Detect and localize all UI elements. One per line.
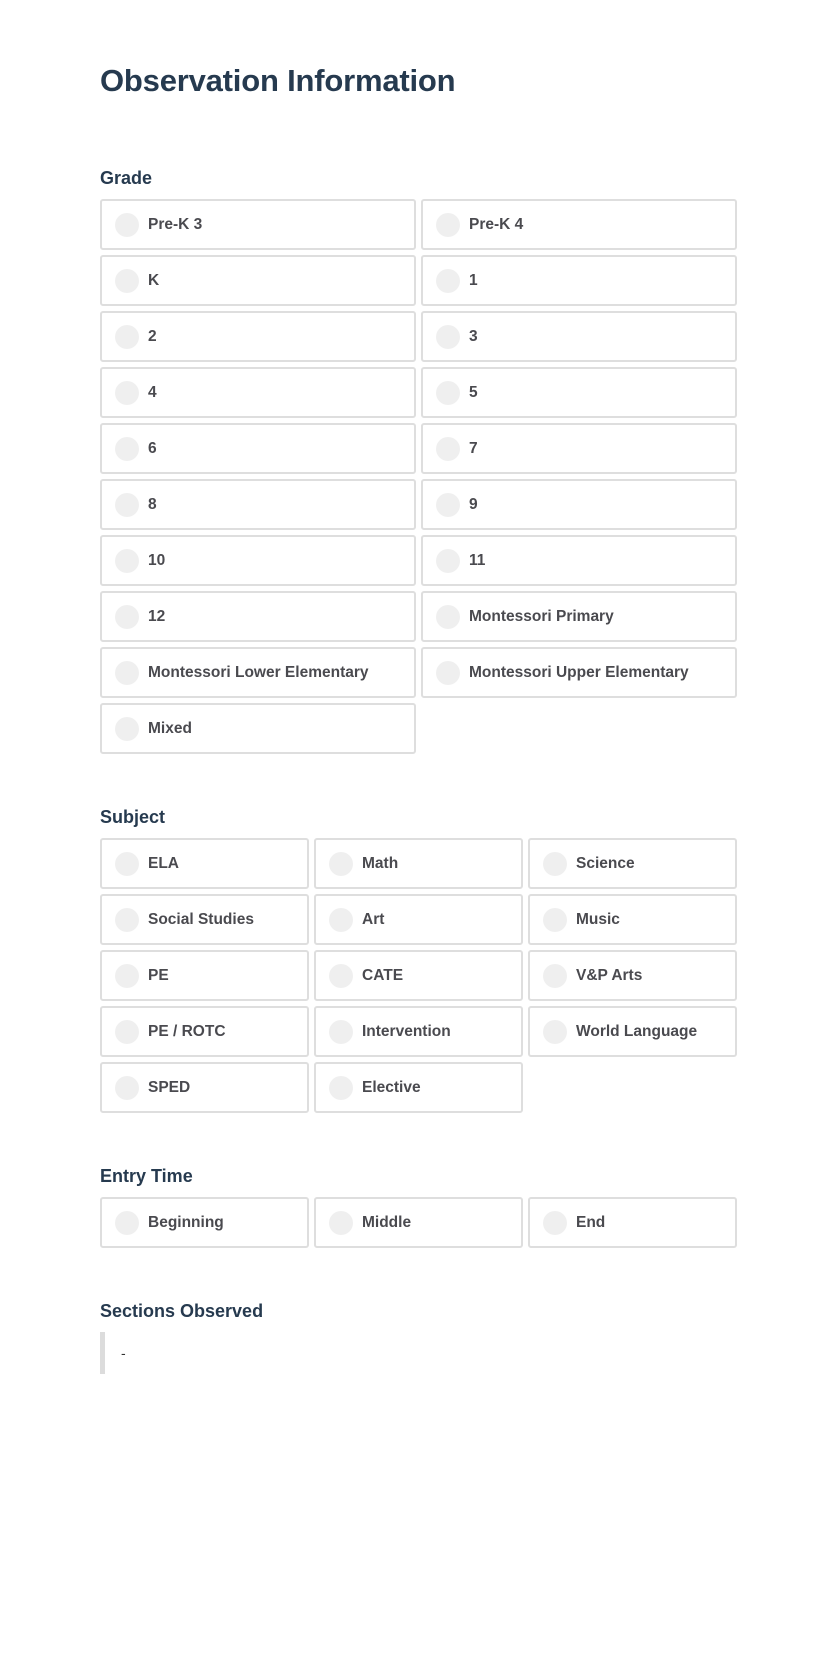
radio-circle-icon[interactable]	[543, 1020, 567, 1044]
option-label: Middle	[362, 1213, 412, 1231]
option-label: Music	[576, 910, 620, 928]
grade-option-12[interactable]	[100, 591, 416, 642]
option-label: Pre-K 3	[148, 215, 203, 233]
option-label: World Language	[576, 1022, 698, 1040]
subject-option-art[interactable]	[314, 894, 523, 945]
entry-time-section	[100, 1165, 737, 1248]
radio-circle-icon[interactable]	[115, 852, 139, 876]
subject-option-elective[interactable]	[314, 1062, 523, 1113]
grade-option-8[interactable]	[100, 479, 416, 530]
subject-option-ela[interactable]	[100, 838, 309, 889]
option-label: PE	[148, 966, 169, 984]
radio-circle-icon[interactable]	[436, 381, 460, 405]
subject-option-math[interactable]	[314, 838, 523, 889]
radio-circle-icon[interactable]	[115, 1020, 139, 1044]
option-label: 1	[469, 271, 478, 289]
radio-circle-icon[interactable]	[115, 437, 139, 461]
grade-option-4[interactable]	[100, 367, 416, 418]
option-label: SPED	[148, 1078, 191, 1096]
subject-option-intervention[interactable]	[314, 1006, 523, 1057]
radio-circle-icon[interactable]	[115, 549, 139, 573]
option-label: K	[148, 271, 160, 289]
radio-circle-icon[interactable]	[543, 908, 567, 932]
grade-options	[100, 199, 737, 754]
option-label: CATE	[362, 966, 404, 984]
subject-option-vp-arts[interactable]	[528, 950, 737, 1001]
option-label: 9	[469, 495, 478, 513]
radio-circle-icon[interactable]	[115, 269, 139, 293]
radio-circle-icon[interactable]	[115, 493, 139, 517]
grade-option-montessori-upper-elementary[interactable]	[421, 647, 737, 698]
subject-section	[100, 806, 737, 1113]
radio-circle-icon[interactable]	[436, 661, 460, 685]
subject-option-pe-rotc[interactable]	[100, 1006, 309, 1057]
subject-label: Subject	[100, 807, 166, 827]
radio-circle-icon[interactable]	[329, 1076, 353, 1100]
radio-circle-icon[interactable]	[436, 325, 460, 349]
option-label: 5	[469, 383, 478, 401]
grade-option-montessori-primary[interactable]	[421, 591, 737, 642]
option-label: Elective	[362, 1078, 421, 1096]
grade-option-pre-k-3[interactable]	[100, 199, 416, 250]
option-label: 6	[148, 439, 157, 457]
entry-time-options	[100, 1197, 737, 1248]
option-label: Math	[362, 854, 399, 872]
page-title: Observation Information	[100, 63, 456, 98]
radio-circle-icon[interactable]	[115, 661, 139, 685]
subject-option-world-language[interactable]	[528, 1006, 737, 1057]
grade-label: Grade	[100, 168, 153, 188]
option-label: Mixed	[148, 719, 192, 737]
subject-option-social-studies[interactable]	[100, 894, 309, 945]
option-label: Montessori Upper Elementary	[469, 663, 689, 681]
radio-circle-icon[interactable]	[115, 325, 139, 349]
radio-circle-icon[interactable]	[115, 964, 139, 988]
radio-circle-icon[interactable]	[115, 1211, 139, 1235]
grade-option-mixed[interactable]	[100, 703, 416, 754]
option-label: End	[576, 1213, 606, 1231]
subject-option-sped[interactable]	[100, 1062, 309, 1113]
radio-circle-icon[interactable]	[436, 437, 460, 461]
radio-circle-icon[interactable]	[543, 852, 567, 876]
entry-time-option-end[interactable]	[528, 1197, 737, 1248]
subject-option-pe[interactable]	[100, 950, 309, 1001]
option-label: V&P Arts	[576, 966, 643, 984]
radio-circle-icon[interactable]	[329, 1020, 353, 1044]
subject-option-cate[interactable]	[314, 950, 523, 1001]
grade-option-3[interactable]	[421, 311, 737, 362]
grade-option-5[interactable]	[421, 367, 737, 418]
option-label: Montessori Primary	[469, 607, 614, 625]
grade-option-k[interactable]	[100, 255, 416, 306]
subject-options	[100, 838, 737, 1113]
option-label: Pre-K 4	[469, 215, 524, 233]
option-label: Montessori Lower Elementary	[148, 663, 369, 681]
radio-circle-icon[interactable]	[115, 908, 139, 932]
option-label: 2	[148, 327, 157, 345]
option-label: 12	[148, 607, 166, 625]
radio-circle-icon[interactable]	[436, 493, 460, 517]
radio-circle-icon[interactable]	[329, 964, 353, 988]
option-label: 11	[469, 551, 486, 569]
radio-circle-icon[interactable]	[436, 605, 460, 629]
option-label: Beginning	[148, 1213, 224, 1231]
grade-option-1[interactable]	[421, 255, 737, 306]
radio-circle-icon[interactable]	[543, 964, 567, 988]
option-label: 7	[469, 439, 478, 457]
sections-observed-section	[100, 1300, 737, 1374]
radio-circle-icon[interactable]	[115, 381, 139, 405]
radio-circle-icon[interactable]	[329, 908, 353, 932]
radio-circle-icon[interactable]	[115, 717, 139, 741]
radio-circle-icon[interactable]	[329, 1211, 353, 1235]
grade-section	[100, 167, 737, 754]
radio-circle-icon[interactable]	[115, 605, 139, 629]
option-label: Art	[362, 910, 385, 928]
grade-option-6[interactable]	[100, 423, 416, 474]
option-label: Social Studies	[148, 910, 254, 928]
option-label: 3	[469, 327, 478, 345]
option-label: ELA	[148, 854, 179, 872]
radio-circle-icon[interactable]	[543, 1211, 567, 1235]
sections-observed-value: -	[100, 1332, 737, 1374]
grade-option-10[interactable]	[100, 535, 416, 586]
radio-circle-icon[interactable]	[115, 213, 139, 237]
radio-circle-icon[interactable]	[436, 213, 460, 237]
option-label: Science	[576, 854, 635, 872]
grade-option-9[interactable]	[421, 479, 737, 530]
radio-circle-icon[interactable]	[436, 269, 460, 293]
grade-option-pre-k-4[interactable]	[421, 199, 737, 250]
subject-option-science[interactable]	[528, 838, 737, 889]
radio-circle-icon[interactable]	[436, 549, 460, 573]
option-label: 10	[148, 551, 166, 569]
entry-time-label: Entry Time	[100, 1166, 193, 1186]
grade-option-montessori-lower-elementary[interactable]	[100, 647, 416, 698]
entry-time-option-middle[interactable]	[314, 1197, 523, 1248]
radio-circle-icon[interactable]	[115, 1076, 139, 1100]
subject-option-music[interactable]	[528, 894, 737, 945]
option-label: Intervention	[362, 1022, 451, 1040]
option-label: 4	[148, 383, 157, 401]
radio-circle-icon[interactable]	[329, 852, 353, 876]
sections-observed-label: Sections Observed	[100, 1301, 264, 1321]
grade-option-2[interactable]	[100, 311, 416, 362]
option-label: 8	[148, 495, 157, 513]
grade-option-11[interactable]	[421, 535, 737, 586]
entry-time-option-beginning[interactable]	[100, 1197, 309, 1248]
option-label: PE / ROTC	[148, 1022, 226, 1040]
grade-option-7[interactable]	[421, 423, 737, 474]
